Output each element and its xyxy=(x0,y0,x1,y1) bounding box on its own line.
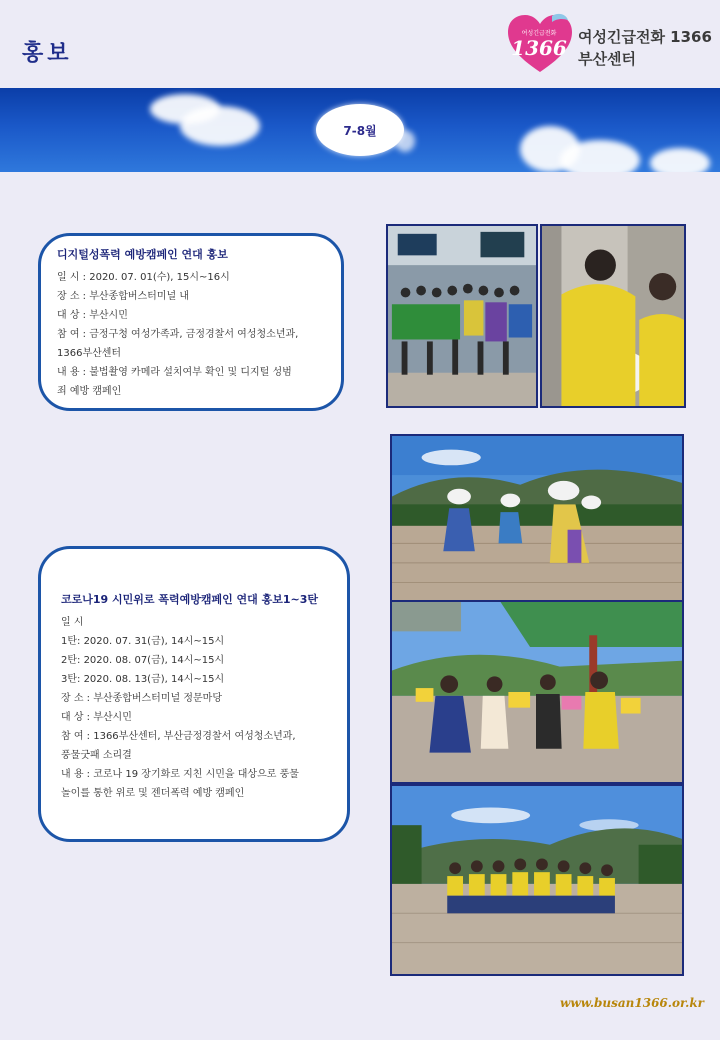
campaign2-line: 대 상 : 부산시민 xyxy=(61,712,132,723)
campaign2-line: 참 여 : 1366부산센터, 부산금정경찰서 여성청소년과, xyxy=(61,731,296,742)
campaign2-card xyxy=(38,546,350,842)
campaign1-card xyxy=(38,233,344,411)
logo-number: 1366 xyxy=(511,36,567,60)
campaign2-line: 장 소 : 부산종합버스터미널 정문마당 xyxy=(61,693,222,704)
campaign1-line: 1366부산센터 xyxy=(57,348,122,359)
campaign1-line: 죄 예방 캠페인 xyxy=(57,386,122,397)
website-link[interactable]: www.busan1366.or.kr xyxy=(560,996,704,1010)
center-logo[interactable] xyxy=(506,12,716,74)
campaign1-line: 내 용 : 불법촬영 카메라 설치여부 확인 및 디지털 성범 xyxy=(57,367,292,378)
cloud-shape xyxy=(180,106,260,146)
campaign1-inspection-photo xyxy=(540,224,686,408)
campaign2-signs-photo xyxy=(390,600,684,784)
campaign2-group-photo xyxy=(390,784,684,976)
cloud-shape xyxy=(560,140,640,172)
campaign2-line: 내 용 : 코로나 19 장기화로 지친 시민을 대상으로 풍물 xyxy=(61,769,299,780)
campaign2-line: 1탄: 2020. 07. 31(금), 14시~15시 xyxy=(61,636,225,647)
campaign1-title: 디지털성폭력 예방캠페인 연대 홍보 xyxy=(57,248,228,261)
campaign2-line: 풍물굿패 소리결 xyxy=(61,750,132,761)
campaign1-line: 일 시 : 2020. 07. 01(수), 15시~16시 xyxy=(57,272,230,283)
month-badge: 7-8월 xyxy=(316,104,404,156)
campaign2-performance-photo xyxy=(390,434,684,602)
page-title: 홍보 xyxy=(22,41,73,66)
campaign1-group-photo xyxy=(386,224,538,408)
logo-title-line1: 여성긴급전화 1366 xyxy=(578,28,712,46)
campaign2-line: 2탄: 2020. 08. 07(금), 14시~15시 xyxy=(61,655,225,666)
campaign2-line: 일 시 xyxy=(61,617,84,628)
campaign1-line: 대 상 : 부산시민 xyxy=(57,310,128,321)
campaign2-title: 코로나19 시민위로 폭력예방캠페인 연대 홍보1~3탄 xyxy=(61,593,319,606)
campaign2-line: 3탄: 2020. 08. 13(금), 14시~15시 xyxy=(61,674,225,685)
campaign1-line: 참 여 : 금정구청 여성가족과, 금정경찰서 여성청소년과, xyxy=(57,329,299,340)
campaign2-line: 놀이를 통한 위로 및 젠더폭력 예방 캠페인 xyxy=(61,788,245,799)
campaign1-line: 장 소 : 부산종합버스터미널 내 xyxy=(57,291,190,302)
logo-small-text: 여성긴급전화 xyxy=(521,30,557,37)
logo-title-line2: 부산센터 xyxy=(578,50,636,68)
cloud-shape xyxy=(650,148,710,172)
page-header xyxy=(0,0,720,88)
